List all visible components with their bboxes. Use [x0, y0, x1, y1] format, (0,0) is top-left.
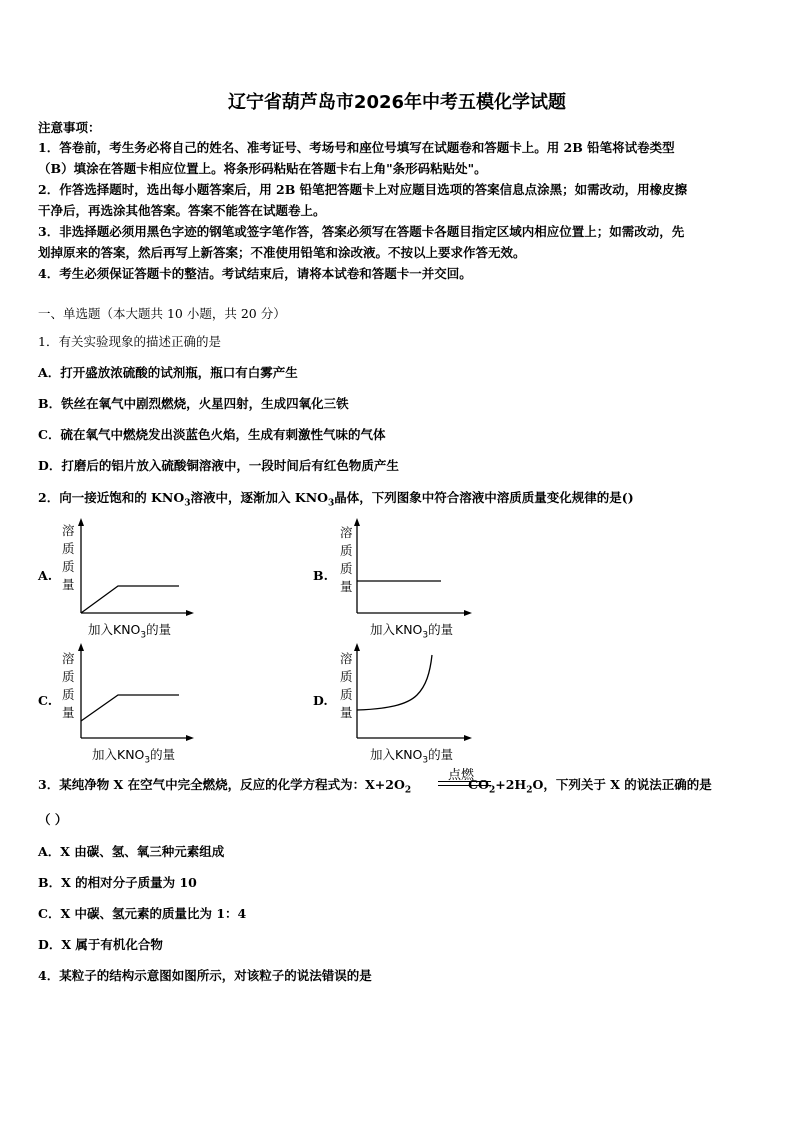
question-2-stem: 2．向一接近饱和的 $KNO_3$溶液中，逐渐加入 $KNO_3$晶体，下列图象中符合溶液中溶质质量变化规律的是(): [38, 490, 634, 509]
graph-a-curve: [81, 586, 179, 613]
page-title: 辽宁省葫芦岛市2026年中考五模化学试题: [227, 92, 567, 113]
graph-a-label: A.: [38, 568, 53, 583]
section-heading: 一、单选题（本大题共 10 小题，共 20 分）: [38, 306, 286, 321]
graph-a-xlabel: 加入$KNO_3$的量: [88, 622, 172, 641]
graph-d-curve: [357, 655, 432, 710]
graph-c-curve: [81, 695, 179, 721]
notice-line: 划掉原来的答案，然后再写上新答案；不准使用铅笔和涂改液。不按以上要求作答无效。: [38, 245, 526, 260]
graph-d: [352, 643, 474, 743]
notice-line: 3．非选择题必须用黑色字迹的钢笔或签字笔作答，答案必须写在答题卡各题目指定区域内相应位置上；如需改动，先: [38, 224, 685, 239]
graph-b: [352, 518, 474, 618]
graph-d-xlabel: 加入$KNO_3$的量: [370, 747, 454, 766]
graph-a: [76, 518, 196, 618]
equation-sign: [438, 781, 491, 786]
reaction-condition: 点燃: [448, 768, 475, 783]
graph-b-label: B.: [313, 568, 328, 583]
graph-c: [76, 643, 196, 743]
graph-b-ylabel: 溶 质 质 量: [340, 525, 353, 594]
notice-line: （B）填涂在答题卡相应位置上。将条形码粘贴在答题卡右上角"条形码粘贴处"。: [38, 161, 487, 176]
question-3-stem: 3．某纯净物 X 在空气中完全燃烧，反应的化学方程式为：$X+2O_2$ $CO_2+2H_2O$，下列关于 X 的说法正确的是: [38, 777, 712, 796]
notice-line: 干净后，再选涂其他答案。答案不能答在试题卷上。: [38, 203, 326, 218]
graph-d-label: D.: [313, 693, 328, 708]
notice-line: 1．答卷前，考生务必将自己的姓名、准考证号、考场号和座位号填写在试题卷和答题卡上。用 2B 铅笔将试卷类型: [38, 140, 675, 155]
graph-c-ylabel: 溶 质 质 量: [62, 651, 75, 720]
q1-option-d: D．打磨后的铝片放入硫酸铜溶液中，一段时间后有红色物质产生: [38, 458, 399, 473]
q3-option-a: A．X 由碳、氢、氧三种元素组成: [38, 844, 225, 859]
notice-line: 4．考生必须保证答题卡的整洁。考试结束后，请将本试卷和答题卡一并交回。: [38, 266, 472, 281]
notice-line: 2．作答选择题时，选出每小题答案后，用 2B 铅笔把答题卡上对应题目选项的答案信息点涂黑；如需改动，用橡皮擦: [38, 182, 688, 197]
question-3-paren: （ ）: [38, 812, 68, 827]
q3-option-c: C．X 中碳、氢元素的质量比为 1：4: [38, 906, 247, 921]
q1-option-b: B．铁丝在氧气中剧烈燃烧，火星四射，生成四氧化三铁: [38, 396, 349, 411]
q3-option-b: B．X 的相对分子质量为 10: [38, 875, 197, 890]
question-4-stem: 4．某粒子的结构示意图如图所示，对该粒子的说法错误的是: [38, 968, 372, 983]
graph-c-label: C.: [38, 693, 53, 708]
graph-b-xlabel: 加入$KNO_3$的量: [370, 622, 454, 641]
q1-option-c: C．硫在氧气中燃烧发出淡蓝色火焰，生成有刺激性气味的气体: [38, 427, 386, 442]
graph-d-ylabel: 溶 质 质 量: [340, 651, 353, 720]
question-1-stem: 1．有关实验现象的描述正确的是: [38, 334, 221, 349]
q1-option-a: A．打开盛放浓硫酸的试剂瓶，瓶口有白雾产生: [38, 365, 298, 380]
notice-heading: 注意事项：: [38, 120, 101, 135]
graph-a-ylabel: 溶 质 质 量: [62, 523, 75, 592]
q3-option-d: D．X 属于有机化合物: [38, 937, 163, 952]
graph-c-xlabel: 加入$KNO_3$的量: [92, 747, 176, 766]
